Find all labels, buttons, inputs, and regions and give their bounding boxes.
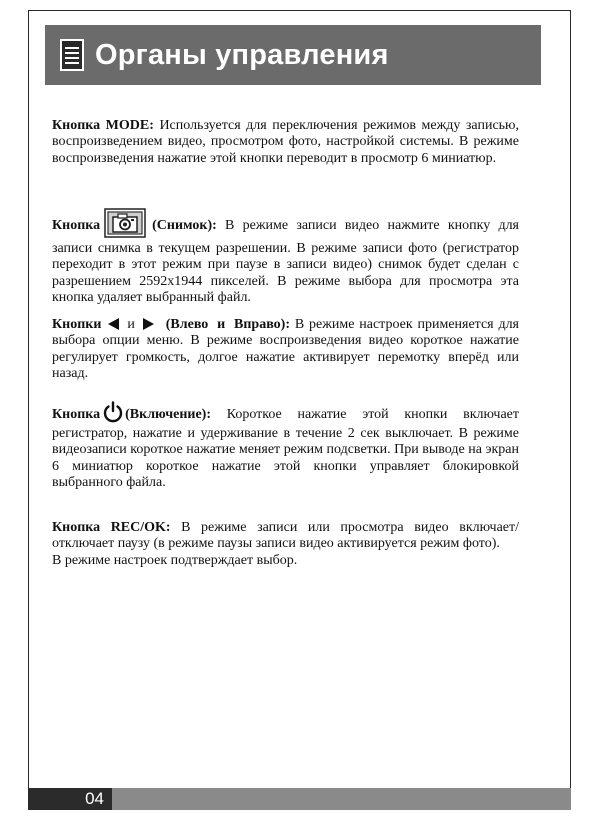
camera-icon — [104, 208, 146, 238]
mode-label: Кнопка MODE: — [52, 118, 154, 133]
left-triangle-icon — [107, 317, 121, 331]
power-label-prefix: Кнопка — [52, 407, 101, 423]
power-paragraph — [52, 404, 519, 492]
arrows-text: В режиме настроек применяется для выбора опции меню. В режиме воспроизведения видео короткое нажатие регулирует громкость, долгое нажатие активирует перемотку вперёд или назад. — [52, 317, 519, 382]
page-title: Органы управления — [95, 38, 389, 71]
recok-paragraph-2: В режиме настроек подтверждает выбор. — [52, 552, 298, 568]
right-triangle-icon — [141, 317, 155, 331]
power-text: Короткое нажатие этой кнопки включает регистратор, нажатие и удерживание в течение 2 сек выключает. В режиме видеозаписи короткое нажатие меняет режим подсветки. При выводе на экран 6 миниатюр короткое нажатие этой кнопки управляет блокировкой выбранного файла. — [52, 407, 520, 491]
mode-text: Используется для переключения режимов между записью, воспроизведением видео, просмотром фото, настройкой системы. В режиме воспроизведения нажатие этой кнопки переводит в просмотр 6 миниатюр. — [52, 118, 519, 166]
recok-text: В режиме записи или просмотра видео включает/отключает паузу (в режиме паузы записи видео активируется режим фото). — [52, 520, 520, 552]
recok-label: Кнопка REC/OK: — [52, 520, 171, 535]
page-number: 04 — [28, 788, 112, 810]
power-icon — [102, 401, 124, 423]
snapshot-paragraph — [52, 211, 519, 307]
arrows-label-suffix: (Влево и Вправо): — [165, 317, 290, 332]
section-header — [45, 25, 541, 85]
snapshot-text: В режиме записи видео нажмите кнопку для записи снимка в текущем разрешении. В режиме записи фото (регистратор переходит в этот режим при паузе в записи видео) снимок будет сделан с разрешением 2592x1944 пикселей. В режиме выбора для просмотра эта кнопка удаляет выбранный файл. — [52, 218, 520, 306]
document-icon — [59, 39, 85, 71]
arrows-label-prefix: Кнопки — [52, 317, 102, 332]
power-label-suffix: (Включение): — [125, 407, 212, 423]
arrows-paragraph — [52, 317, 519, 383]
snapshot-label-suffix: (Снимок): — [152, 218, 217, 234]
arrows-conjunction: и — [127, 317, 135, 332]
snapshot-label-prefix: Кнопка — [52, 218, 101, 234]
recok-paragraph — [52, 520, 519, 553]
mode-paragraph — [52, 118, 519, 167]
recok-block — [52, 520, 519, 569]
